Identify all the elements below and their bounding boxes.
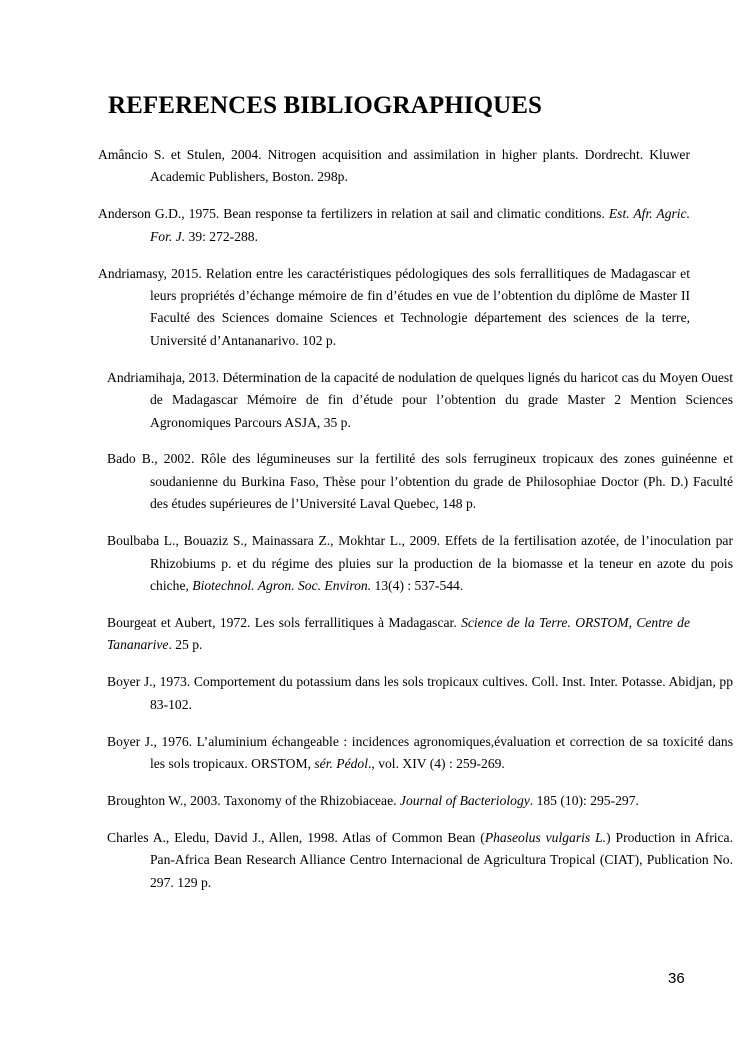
reference-entry [98, 203, 690, 248]
reference-text: Amâncio S. et Stulen, 2004. Nitrogen acquisition and assimilation in higher plants. Dordrecht. Kluwer Academic Publishers, Boston. 298p. [98, 147, 690, 185]
reference-text: . 25 p. [168, 637, 203, 653]
reference-entry [107, 612, 690, 657]
reference-species: Phaseolus vulgaris L. [484, 829, 607, 845]
reference-entry [107, 827, 733, 894]
reference-journal: sér. Pédol [314, 755, 369, 771]
reference-entry [107, 367, 733, 434]
reference-entry [98, 263, 690, 353]
reference-journal: Est. Afr. Agric. For. J. [150, 206, 690, 244]
reference-journal: Science de la Terre. ORSTOM, Centre de Tananarive [107, 614, 690, 653]
reference-list [98, 144, 733, 908]
page-number: 36 [668, 970, 685, 987]
reference-text: Andriamihaja, 2013. Détermination de la capacité de nodulation de quelques lignés du haricot cas du Moyen Ouest de Madagascar Mémoire de fin d’étude pour l’obtention du grade Master 2 Mention Sciences Agronomiques Parcours ASJA, 35 p. [107, 369, 733, 430]
reference-entry [107, 671, 733, 716]
reference-text: 13(4) : 537-544. [371, 578, 464, 593]
reference-text: . 185 (10): 295-297. [529, 792, 639, 808]
page-title: REFERENCES BIBLIOGRAPHIQUES [108, 92, 543, 119]
reference-text: 39: 272-288. [185, 228, 258, 244]
reference-text: Bado B., 2002. Rôle des légumineuses sur la fertilité des sols ferrugineux tropicaux des zones guinéenne et soudanienne du Burkina Faso, Thèse pour l’obtention du grade de Philosophiae Doctor (Ph. D.) Faculté des études supérieures de l’Université Laval Quebec, 148 p. [107, 451, 733, 512]
reference-journal: Biotechnol. Agron. Soc. Environ. [192, 578, 372, 593]
reference-text: Andriamasy, 2015. Relation entre les caractéristiques pédologiques des sols ferrallitiques de Madagascar et leurs propriétés d’échange mémoire de fin d’études en vue de l’obtention du diplôme de Master II Faculté des Sciences domaine Sciences et Technologie département des sciences de la terre, Université d’Antananarivo. 102 p. [98, 265, 690, 348]
reference-text: ., vol. XIV (4) : 259-269. [368, 755, 505, 771]
reference-text: Broughton W., 2003. Taxonomy of the Rhizobiaceae. [107, 792, 400, 808]
reference-text: Bourgeat et Aubert, 1972. Les sols ferrallitiques à Madagascar. [107, 614, 462, 630]
reference-entry [98, 144, 690, 189]
reference-text: Boyer J., 1976. L’aluminium échangeable : incidences agronomiques,évaluation et correction de sa toxicité dans les sols tropicaux. ORSTOM, [107, 733, 733, 771]
reference-text: Boulbaba L., Bouaziz S., Mainassara Z., Mokhtar L., 2009. Effets de la fertilisation azotée, de l’inoculation par Rhizobiums p. et du régime des pluies sur la production de la biomasse et la teneur en azote du pois chiche, [107, 533, 733, 593]
reference-entry [107, 731, 733, 776]
reference-text: Charles A., Eledu, David J., Allen, 1998. Atlas of Common Bean ( [107, 829, 485, 845]
reference-journal: Journal of Bacteriology [399, 792, 530, 808]
reference-text: ) Production in Africa. Pan-Africa Bean Research Alliance Centro Internacional de Agricultura Tropical (CIAT), Publication No. 297. 129 p. [150, 829, 733, 890]
reference-entry [107, 530, 733, 597]
reference-entry [107, 448, 733, 515]
reference-text: Anderson G.D., 1975. Bean response ta fertilizers in relation at sail and climatic conditions. [98, 206, 609, 222]
reference-entry [107, 790, 733, 812]
reference-text: Boyer J., 1973. Comportement du potassium dans les sols tropicaux cultives. Coll. Inst. Inter. Potasse. Abidjan, pp 83-102. [107, 674, 733, 712]
